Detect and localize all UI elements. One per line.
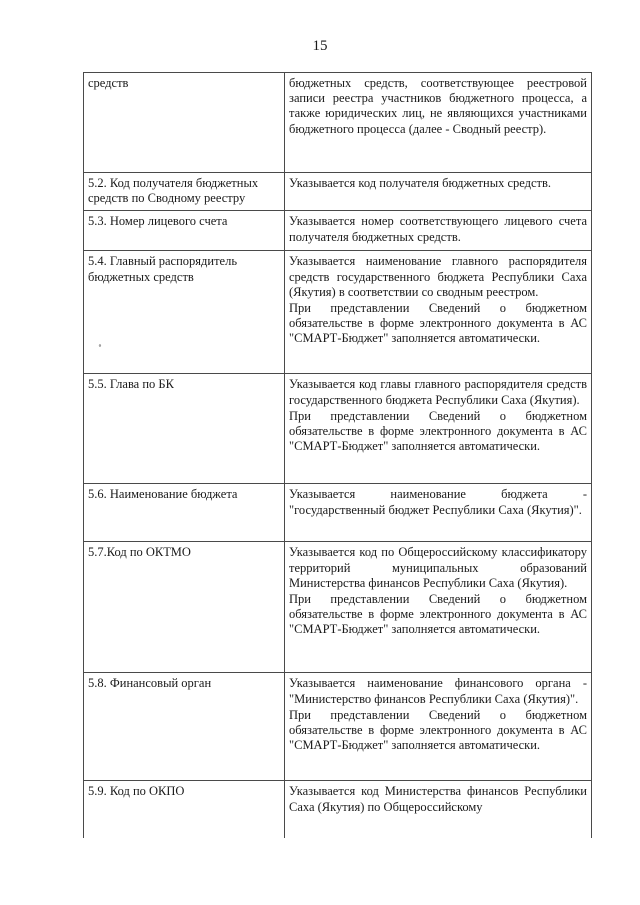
scan-artifact-mark: ∘	[98, 341, 102, 350]
description-paragraph: Указывается код по Общероссийскому классификатору территорий муниципальных образований Министерства финансов Республики Саха (Якутия).	[289, 545, 587, 590]
field-description-cell	[285, 374, 592, 484]
table-row	[84, 673, 592, 781]
field-description-cell	[285, 251, 592, 374]
description-paragraph: Указывается код получателя бюджетных средств.	[289, 176, 552, 190]
table-row	[84, 251, 592, 374]
field-name-cell: 5.4. Главный распорядитель бюджетных средств	[84, 251, 285, 374]
description-paragraph: При представлении Сведений о бюджетном обязательстве в форме электронного документа в АС "СМАРТ-Бюджет" заполняется автоматически.	[289, 301, 587, 346]
description-paragraph: Указывается номер соответствующего лицевого счета получателя бюджетных средств.	[289, 214, 587, 244]
table-row	[84, 73, 592, 173]
description-paragraph: При представлении Сведений о бюджетном обязательстве в форме электронного документа в АС "СМАРТ-Бюджет" заполняется автоматически.	[289, 408, 587, 454]
table-row	[84, 542, 592, 673]
field-name-cell: 5.9. Код по ОКПО	[84, 781, 285, 839]
field-name-cell: 5.6. Наименование бюджета	[84, 484, 285, 542]
table-row	[84, 484, 592, 542]
description-paragraph: бюджетных средств, соответствующее реестровой записи реестра участников бюджетного процесса, а также юридических лиц, не являющихся участниками бюджетного процесса (далее - Сводный реестр).	[289, 76, 587, 136]
description-paragraph: При представлении Сведений о бюджетном обязательстве в форме электронного документа в АС "СМАРТ-Бюджет" заполняется автоматически.	[289, 592, 587, 637]
field-description-cell	[285, 73, 592, 173]
field-description-cell	[285, 781, 592, 839]
description-paragraph: Указывается наименование финансового органа - "Министерство финансов Республики Саха (Якутия)".	[289, 676, 587, 706]
field-name-cell: 5.5. Глава по БК	[84, 374, 285, 484]
field-description-cell	[285, 542, 592, 673]
description-paragraph: Указывается наименование бюджета - "государственный бюджет Республики Саха (Якутия)".	[289, 487, 587, 517]
field-description-cell	[285, 173, 592, 211]
field-name-cell: 5.2. Код получателя бюджетных средств по Сводному реестру	[84, 173, 285, 211]
description-paragraph: Указывается код главы главного распорядителя средств государственного бюджета Республики Саха (Якутия).	[289, 377, 587, 407]
description-paragraph: Указывается наименование главного распорядителя средств государственного бюджета Республики Саха (Якутия) в соответствии со сводным реестром.	[289, 254, 587, 299]
table-row	[84, 173, 592, 211]
field-description-cell	[285, 211, 592, 251]
field-name-cell: 5.8. Финансовый орган	[84, 673, 285, 781]
field-name-cell: средств	[84, 73, 285, 173]
field-description-cell	[285, 484, 592, 542]
field-description-cell	[285, 673, 592, 781]
field-name-cell: 5.7.Код по ОКТМО	[84, 542, 285, 673]
table-row	[84, 374, 592, 484]
table-row	[84, 211, 592, 251]
field-name-cell: 5.3. Номер лицевого счета	[84, 211, 285, 251]
table-row	[84, 781, 592, 839]
field-description-table	[83, 72, 592, 838]
description-paragraph: Указывается код Министерства финансов Республики Саха (Якутия) по Общероссийскому	[289, 784, 587, 814]
page-number: 15	[312, 38, 328, 54]
description-paragraph: При представлении Сведений о бюджетном обязательстве в форме электронного документа в АС "СМАРТ-Бюджет" заполняется автоматически.	[289, 707, 587, 753]
